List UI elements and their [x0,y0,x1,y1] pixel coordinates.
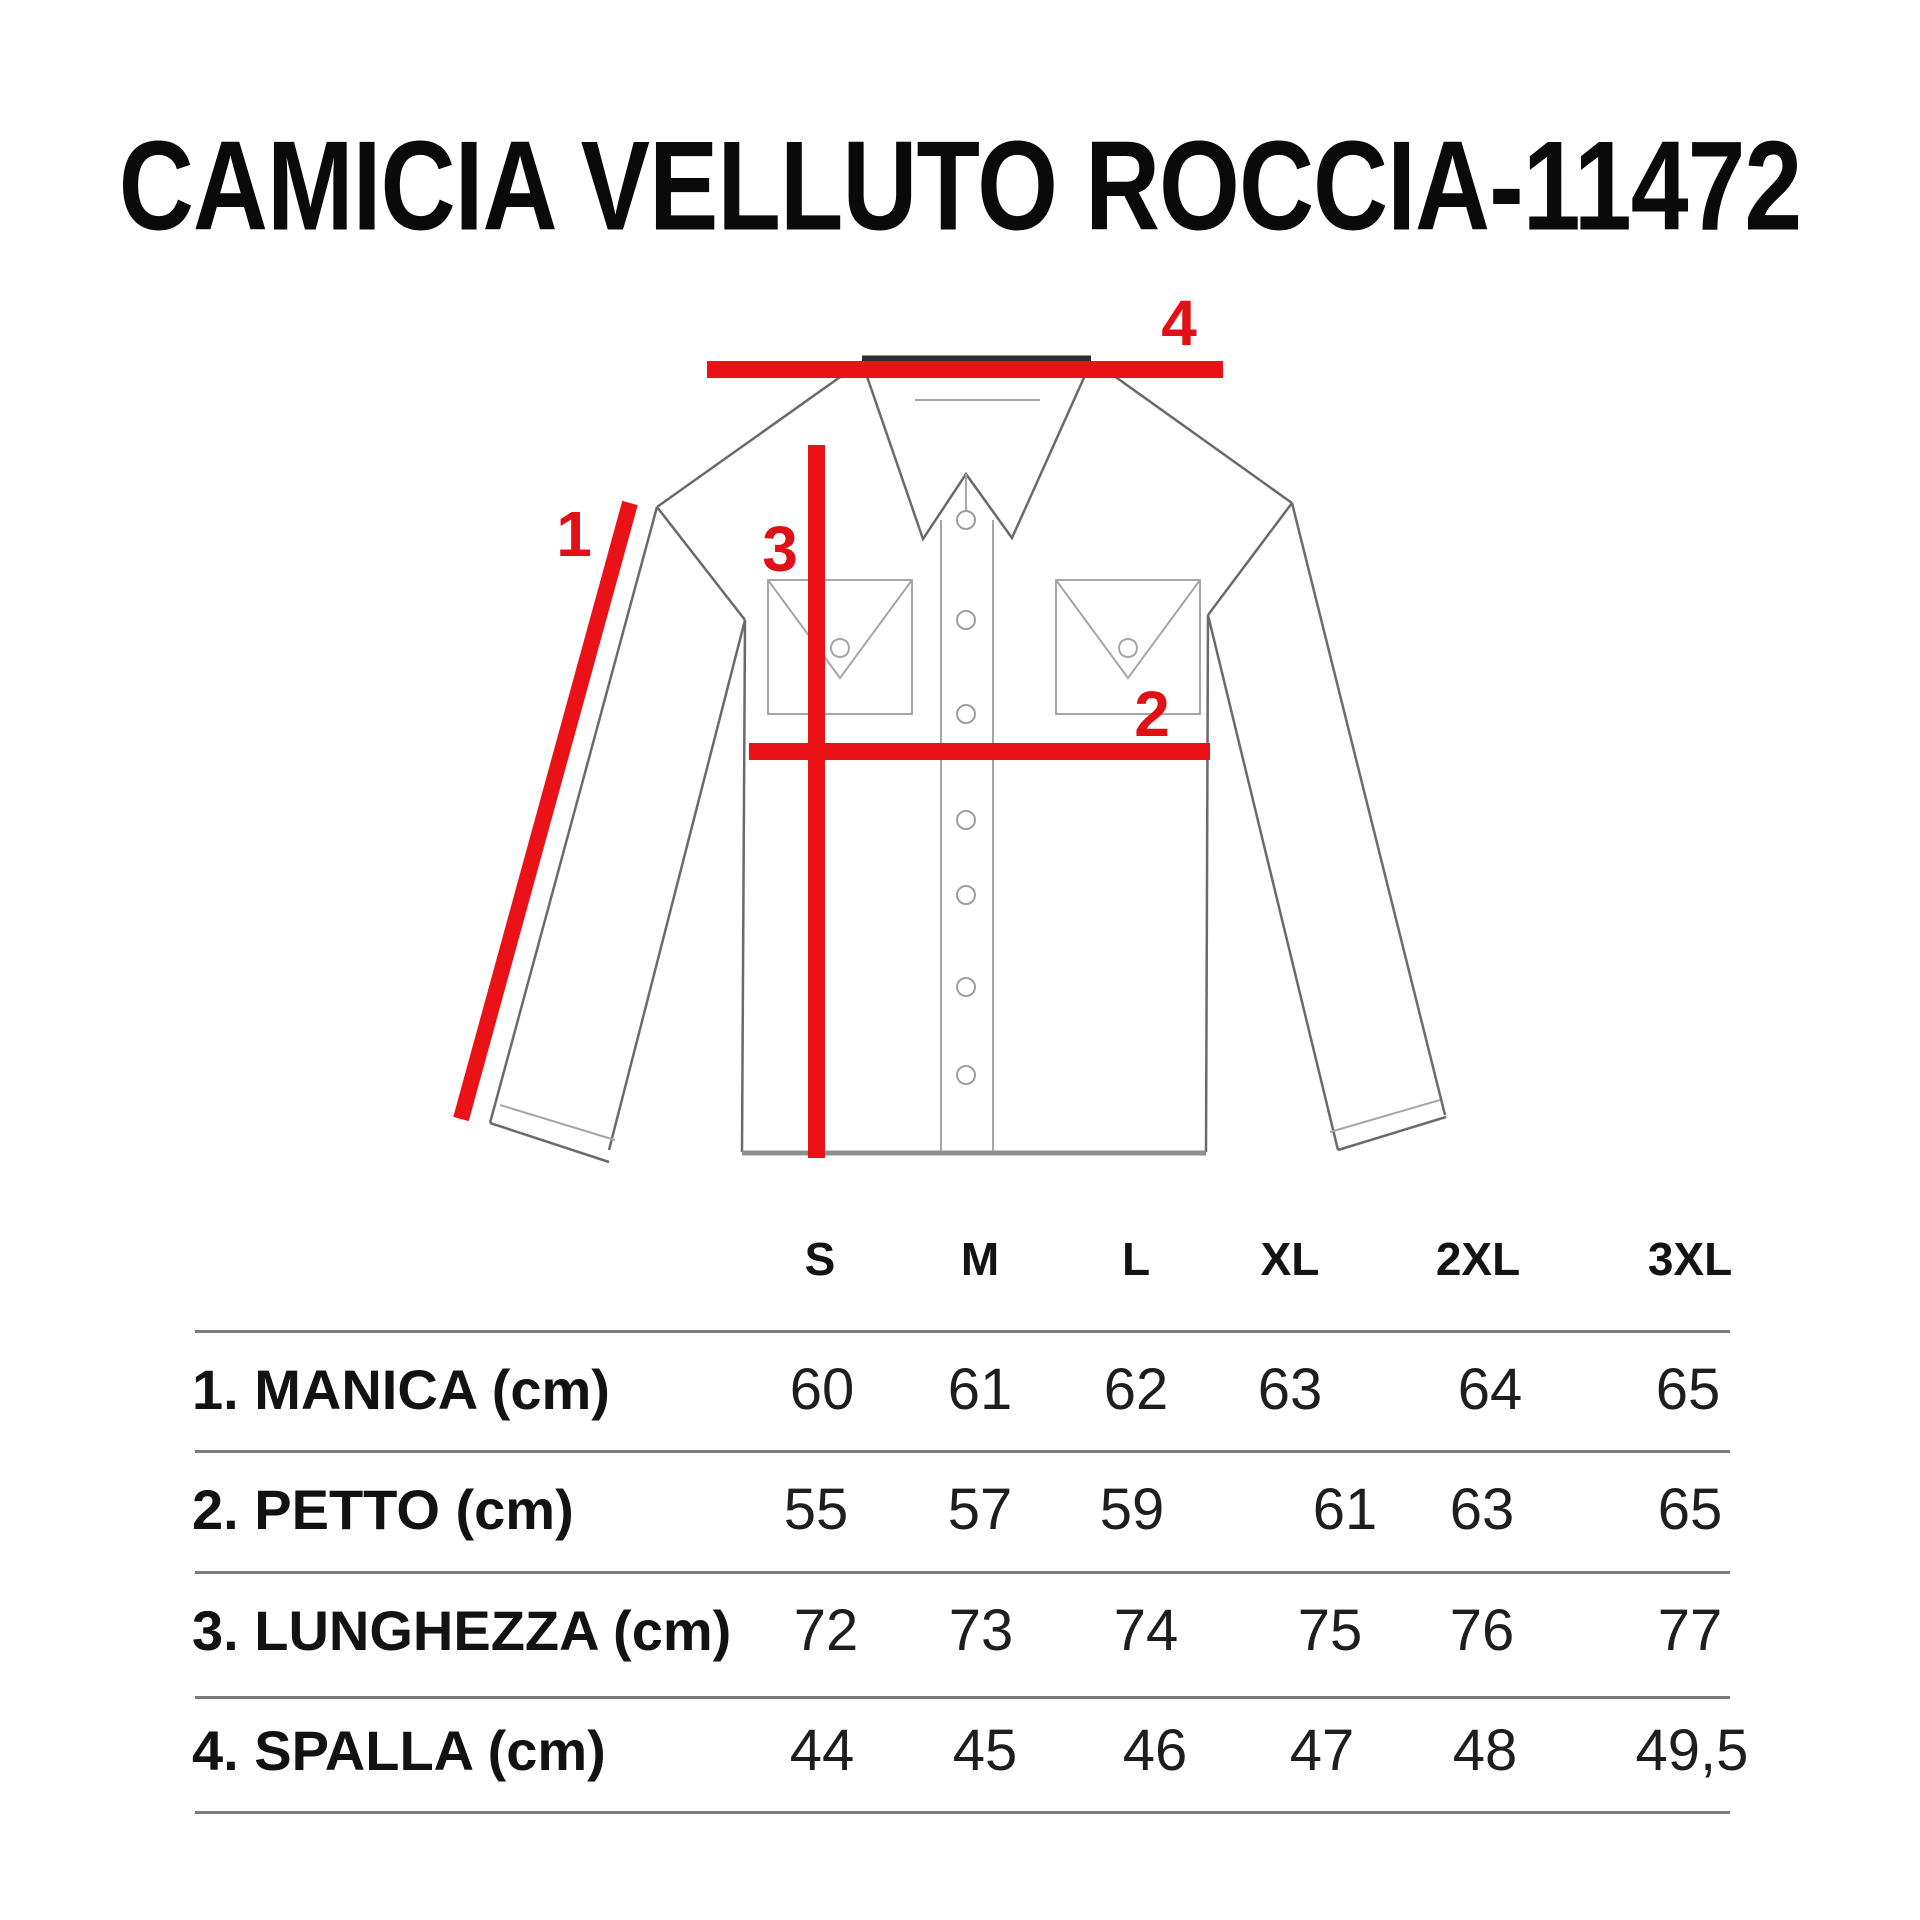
pocket-right [1056,580,1200,714]
size-header-s: S [804,1233,836,1285]
page-title: CAMICIA VELLUTO ROCCIA-11472 [118,116,1802,258]
cell-petto-s: 55 [783,1477,849,1542]
cell-manica-m: 61 [947,1357,1013,1422]
cell-manica-xl: 63 [1257,1357,1323,1422]
shoulder-right [1096,363,1292,503]
cuff-right-seam [1330,1100,1440,1132]
table-rule [195,1571,1730,1574]
cell-petto-xl: 61 [1312,1477,1378,1542]
size-header-m: M [960,1233,1000,1285]
cell-petto-m: 57 [947,1477,1013,1542]
size-header-3xl: 3XL [1647,1233,1733,1285]
sleeve-right-inner [1208,615,1338,1150]
cell-spalla-m: 45 [952,1718,1018,1783]
buttons [957,511,975,1084]
measure-label-2: 2 [1134,678,1170,750]
shirt-diagram [440,270,1500,1230]
measure-lines [461,287,1223,1158]
cell-spalla-3xl: 49,5 [1635,1718,1749,1783]
measure-label-3: 3 [762,513,798,585]
armhole-left [657,507,745,620]
cell-lunghezza-xl: 75 [1297,1598,1363,1663]
shoulder-left [657,365,857,507]
size-header-xl: XL [1260,1233,1320,1285]
torso-left [742,620,745,1152]
size-header-l: L [1121,1233,1151,1285]
cell-petto-l: 59 [1099,1477,1165,1542]
shirt-outline [490,359,1446,1162]
cell-spalla-xl: 47 [1289,1718,1355,1783]
armhole-right [1208,503,1292,615]
shirt-figure [440,270,1500,1230]
measure-label-1: 1 [556,498,592,570]
row-label-petto: 2. PETTO (cm) [192,1478,574,1541]
cell-lunghezza-2xl: 76 [1449,1598,1515,1663]
measure-label-4: 4 [1161,287,1197,359]
table-rule [195,1811,1730,1814]
table-rule [195,1330,1730,1333]
measure-line-sleeve [461,503,630,1119]
cell-manica-3xl: 65 [1655,1357,1721,1422]
cell-manica-s: 60 [789,1357,855,1422]
measure-line-length [808,445,825,1158]
cuff-left-bottom [490,1123,609,1162]
cell-petto-3xl: 65 [1657,1477,1723,1542]
cell-spalla-l: 46 [1122,1718,1188,1783]
sleeve-right-outer [1292,503,1445,1115]
cell-petto-2xl: 63 [1449,1477,1515,1542]
size-header-2xl: 2XL [1435,1233,1521,1285]
row-label-manica: 1. MANICA (cm) [192,1358,610,1421]
table-rule [195,1696,1730,1699]
cell-lunghezza-m: 73 [948,1598,1014,1663]
row-label-spalla: 4. SPALLA (cm) [192,1719,606,1782]
row-label-lunghezza: 3. LUNGHEZZA (cm) [192,1599,732,1662]
cuff-right-bottom [1338,1117,1446,1150]
collar [862,362,1091,539]
torso-right [1206,615,1208,1152]
sleeve-left-inner [609,620,745,1150]
table-rule [195,1450,1730,1453]
cell-manica-l: 62 [1103,1357,1169,1422]
cell-lunghezza-l: 74 [1113,1598,1179,1663]
pocket-left [768,580,912,714]
cell-lunghezza-3xl: 77 [1657,1598,1723,1663]
measure-line-shoulder [707,361,1223,378]
cuff-left-seam [500,1105,615,1140]
cell-spalla-2xl: 48 [1452,1718,1518,1783]
cell-manica-2xl: 64 [1457,1357,1523,1422]
cell-lunghezza-s: 72 [793,1598,859,1663]
cell-spalla-s: 44 [789,1718,855,1783]
sleeve-left-outer [490,507,657,1123]
